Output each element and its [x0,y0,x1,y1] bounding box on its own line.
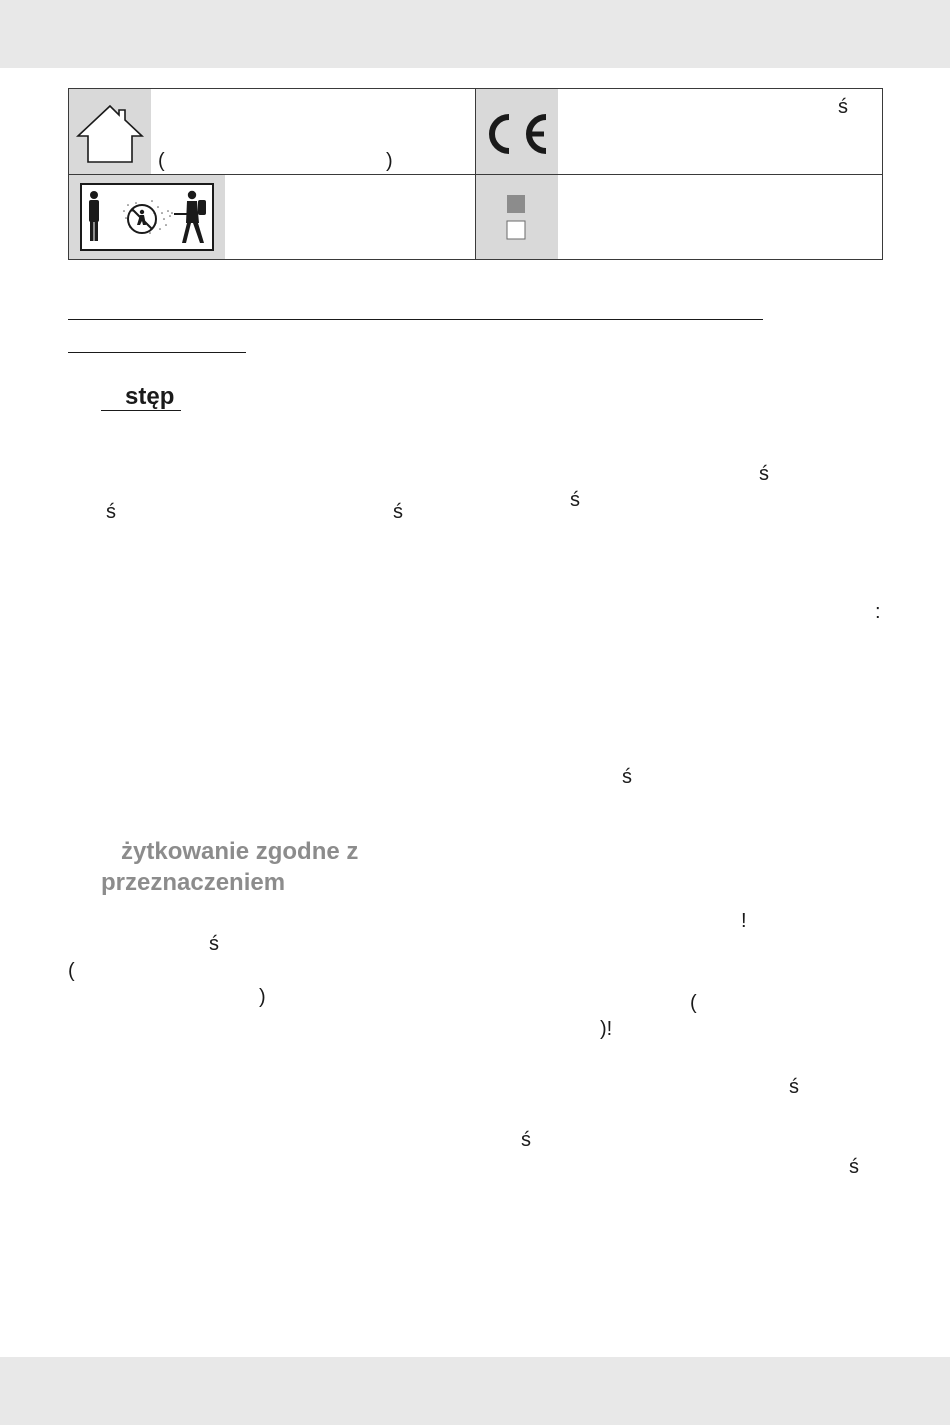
text-fragment: ś [106,501,116,523]
heading-underline [101,410,181,411]
symbol-table [68,88,883,260]
symbol-cell-bystanders [69,175,476,259]
text-fragment: ś [209,933,219,955]
bottom-margin-band [0,1357,950,1425]
text-fragment: ś [570,489,580,511]
text-fragment: ś [849,1156,859,1178]
text-fragment: ( [68,960,75,982]
house-icon [75,103,145,165]
text-fragment: ś [838,96,848,118]
grey-and-white-squares-icon [506,194,528,242]
text-fragment: ś [759,463,769,485]
symbol-cell-squares [476,175,882,259]
heading-line: przeznaczeniem [101,869,286,896]
text-fragment: ś [789,1076,799,1098]
text-fragment: ! [741,910,747,932]
paren-close: ) [386,150,393,172]
text-fragment: : [875,601,881,623]
text-fragment: ś [393,501,403,523]
text-fragment: ś [521,1129,531,1151]
text-fragment: ś [622,766,632,788]
symbol-cell-indoor [69,89,476,175]
keep-bystanders-away-spray-icon [80,183,214,251]
underline-rule [68,352,246,353]
text-fragment: ) [259,986,266,1008]
top-margin-band [0,0,950,68]
paren-open: ( [158,150,165,172]
heading-line: żytkowanie zgodne z [121,838,359,865]
symbol-cell-ce [476,89,882,175]
text-fragment: )! [600,1018,613,1040]
text-fragment: ( [690,992,697,1014]
underline-rule [68,319,763,320]
section-heading-introduction: stęp [125,383,175,410]
section-heading-intended-use [101,836,358,898]
ce-mark-icon [482,111,552,157]
